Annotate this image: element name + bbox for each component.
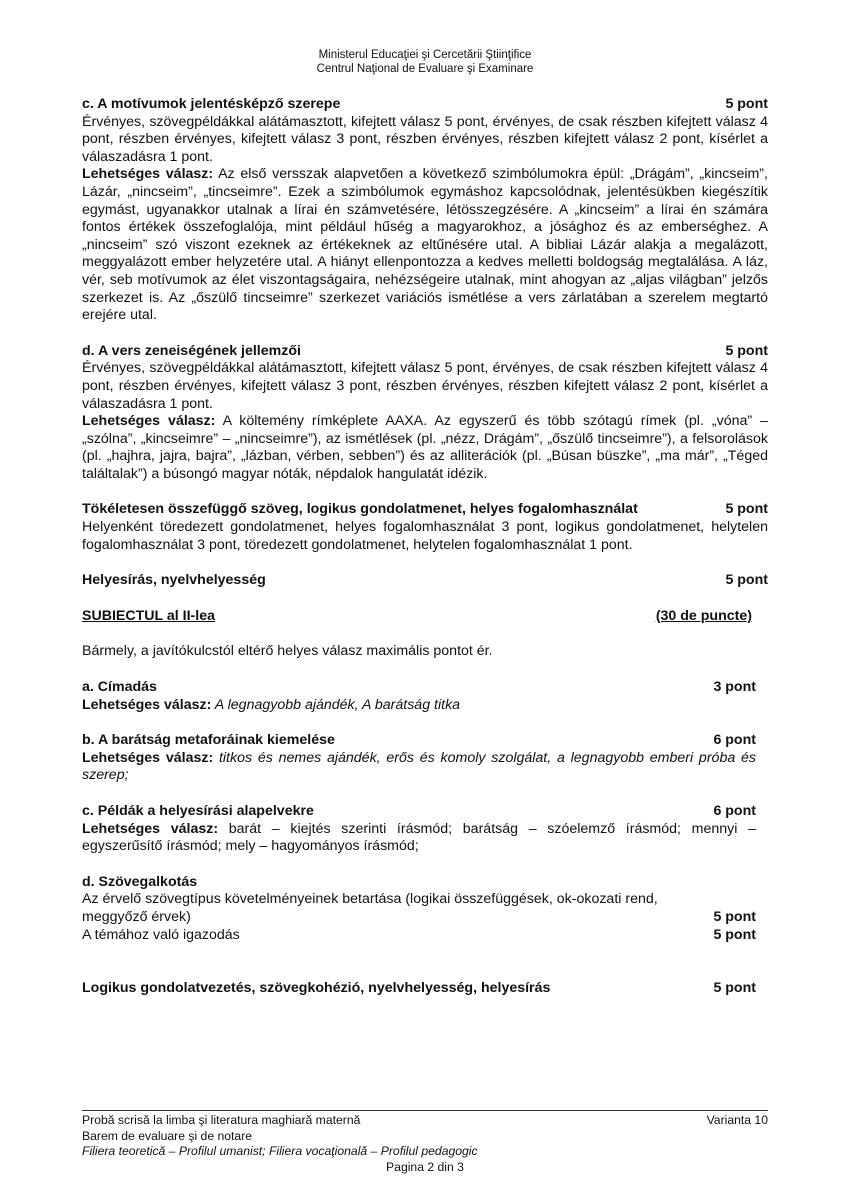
section-2b xyxy=(82,732,756,785)
footer-variant: Varianta 10 xyxy=(706,1113,768,1127)
header-center: Centrul Naţional de Evaluare şi Examinare xyxy=(316,63,534,75)
section-c-title: c. A motívumok jelentésképző szerepe xyxy=(82,96,341,112)
document-header xyxy=(82,48,768,76)
subject-2-title: SUBIECTUL al II-lea xyxy=(82,607,215,624)
section-2b-title: b. A barátság metaforáinak kiemelése xyxy=(82,732,335,749)
coherence-heading xyxy=(82,501,768,519)
spelling-title: Helyesírás, nyelvhelyesség xyxy=(82,572,266,589)
logic-row xyxy=(82,980,756,998)
section-c xyxy=(82,96,768,325)
section-2a-points: 3 pont xyxy=(713,679,756,696)
document-footer xyxy=(82,1113,768,1175)
section-2d-line1: Az érvelő szövegtípus követelményeinek betartása (logikai összefüggések, ok-okozati rend, xyxy=(82,891,658,908)
section-2a-answer xyxy=(82,697,756,715)
section-2b-points: 6 pont xyxy=(713,732,756,749)
section-2c-points: 6 pont xyxy=(713,803,756,819)
coherence-scoring: Helyenként töredezett gondolatmenet, helyes fogalomhasználat 3 pont, logikus gondolatmenet, helytelen fogalomhasználat 3 pont, töredezett gondolatmenet, helytelen fogalomhasználat 1 pont. xyxy=(82,519,768,553)
section-2c-answer-text: barát – kiejtés szerinti írásmód; barátság – szóelemző írásmód; mennyi – egyszerűsítő írásmód; mely – hagyományos írásmód; xyxy=(82,820,756,855)
page-content xyxy=(82,48,768,998)
section-2b-answer xyxy=(82,750,756,785)
spelling-row xyxy=(82,572,768,590)
section-2c-answer xyxy=(82,821,756,856)
section-2a-title: a. Címadás xyxy=(82,679,157,696)
answer-label: Lehetséges válasz: xyxy=(82,166,214,183)
section-2a-answer-text: A legnagyobb ajándék, A barátság titka xyxy=(211,696,461,713)
footer-profile: Filiera teoretică – Profilul umanist; Filiera vocaţională – Profilul pedagogic xyxy=(82,1144,478,1158)
section-2b-heading xyxy=(82,732,756,750)
section-d-heading xyxy=(82,343,768,361)
section-2d-line2-points: 5 pont xyxy=(713,908,756,925)
section-d-scoring: Érvényes, szövegpéldákkal alátámasztott, kifejtett válasz 5 pont, érvényes, de csak részben kifejtett válasz 4 pont, részben érvényes, kifejtett válasz 3 pont, részben érvényes, részben kifejtett válasz 2 pont, kísérlet a válaszadásra 1 pont. xyxy=(82,360,768,412)
footer-row-1 xyxy=(82,1113,768,1129)
section-2d-line3-points: 5 pont xyxy=(713,926,756,943)
header-ministry: Ministerul Educaţiei şi Cercetării Ştiinţifice xyxy=(318,49,532,61)
section-d-answer-text: A költemény rímképlete AAXA. Az egyszerű és több szótagú rímek (pl. „vóna” – „szólna”, „kincseimre” – „nincseimre”), az ismétlések (pl. „nézz, Drágám”, „őszülő tincseimre”), a felsorolások (pl. „hajhra, jajra, bajra”, „lázban, vérben, sebben”) és az alliterációk (pl. „Búsan büszke”, „ma már”, „Téged találtalak”) a búsongó magyar nóták, népdalok hangulatát idézik. xyxy=(82,413,768,482)
section-coherence xyxy=(82,501,768,554)
section-c-answer xyxy=(82,166,768,324)
spelling-points: 5 pont xyxy=(725,572,768,589)
section-2d-line2 xyxy=(82,909,756,927)
logic-title: Logikus gondolatvezetés, szövegkohézió, nyelvhelyesség, helyesírás xyxy=(82,980,551,997)
answer-label: Lehetséges válasz: xyxy=(82,696,212,713)
logic-points: 5 pont xyxy=(713,980,756,997)
section-2b-answer-text: titkos és nemes ajándék, erős és komoly szolgálat, a legnagyobb emberi próba és szerep; xyxy=(82,749,756,784)
footer-page-number: Pagina 2 din 3 xyxy=(386,1159,464,1174)
section-2c-heading xyxy=(82,803,756,821)
section-c-answer-text: Az első versszak alapvetően a következő szimbólumokra épül: „Drágám”, „kincseim”, Lázár, „nincseim”, „tincseimre”. Ezek a szimbólumok egymáshoz kapcsolódnak, jelentésükben kiegészítik egymást, ugyanakkor utalnak a lírai én számvetésére, létösszegzésére. A „kincseim” a lírai én számára fontos értékek összefoglalója, mint például hűség a magyarokhoz, a jósághoz és az emberséghez. A „nincseim” szó viszont ezeknek az értékeknek az eltűnésére utal. A bibliai Lázár alakja a megalázott, meggyalázott ember helyzetére utal. A hiányt ellenpontozza a kedves melletti boldogság megtalálása. A láz, vér, seb motívumok az élet viszontagságaira, nehézségeire utalnak, mint ahogyan az „aljas világban” jelzős szerkezet is. Az „őszülő tincseimre” szerkezet variációs ismétlése a vers zárlatában a szerelem megtartó erejére utal. xyxy=(82,166,768,324)
coherence-title: Tökéletesen összefüggő szöveg, logikus gondolatmenet, helyes fogalomhasználat xyxy=(82,501,638,518)
section-2d-line2-text: meggyőző érvek) xyxy=(82,908,191,925)
section-2c xyxy=(82,803,756,856)
section-c-scoring: Érvényes, szövegpéldákkal alátámasztott, kifejtett válasz 5 pont, érvényes, de csak részben kifejtett válasz 4 pont, részben érvényes, kifejtett válasz 3 pont, részben érvényes, részben kifejtett válasz 2 pont, kísérlet a válaszadásra 1 pont. xyxy=(82,113,768,165)
section-2d-title: d. Szövegalkotás xyxy=(82,873,198,890)
answer-label: Lehetséges válasz: xyxy=(82,413,216,430)
footer-exam-name: Probă scrisă la limba şi literatura maghiară maternă xyxy=(82,1113,361,1127)
subject-2-heading xyxy=(82,608,752,626)
section-2c-title: c. Példák a helyesírási alapelvekre xyxy=(82,803,314,819)
coherence-points: 5 pont xyxy=(725,501,768,518)
answer-label: Lehetséges válasz: xyxy=(82,749,214,766)
section-2a xyxy=(82,679,756,714)
section-2d xyxy=(82,874,756,944)
subject-2-intro: Bármely, a javítókulcstól eltérő helyes válasz maximális pontot ér. xyxy=(82,643,493,660)
footer-scheme: Barem de evaluare şi de notare xyxy=(82,1128,253,1143)
section-2d-line3 xyxy=(82,927,756,945)
answer-label: Lehetséges válasz: xyxy=(82,820,219,837)
section-2a-heading xyxy=(82,679,756,697)
section-d-title: d. A vers zeneiségének jellemzői xyxy=(82,342,301,359)
section-c-heading xyxy=(82,96,768,114)
section-2d-line3-text: A témához való igazodás xyxy=(82,926,240,943)
section-d-answer xyxy=(82,413,768,483)
section-d xyxy=(82,343,768,484)
section-d-points: 5 pont xyxy=(725,342,768,359)
subject-2-points: (30 de puncte) xyxy=(655,607,752,624)
footer-divider xyxy=(82,1110,768,1111)
section-c-points: 5 pont xyxy=(725,96,768,112)
